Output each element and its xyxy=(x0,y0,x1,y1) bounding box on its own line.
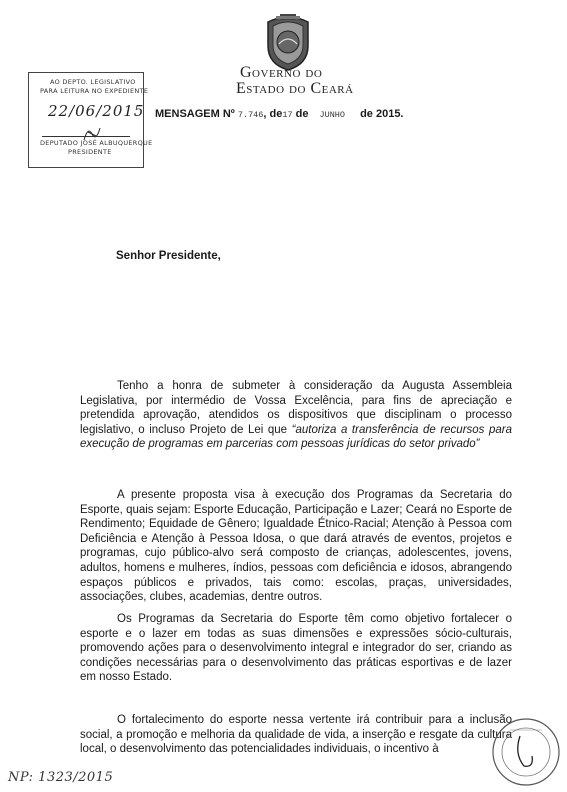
mensagem-label: MENSAGEM Nº xyxy=(155,108,235,120)
stamp-handwritten-date: 22/06/2015 xyxy=(48,102,145,120)
mensagem-line xyxy=(155,108,404,120)
stamp-line-1: AO DEPTO. LEGISLATIVO xyxy=(50,78,136,86)
government-header-line1: Governo do xyxy=(240,64,323,81)
mensagem-de-1: , de xyxy=(263,108,283,120)
mensagem-number: 7.746 xyxy=(237,110,264,120)
stamp-line-2: PARA LEITURA NO EXPEDIENTE xyxy=(40,87,149,95)
mensagem-de-2: de xyxy=(292,108,312,120)
paragraph-1 xyxy=(80,379,512,452)
salutation: Senhor Presidente, xyxy=(116,250,221,262)
paragraph-3 xyxy=(80,612,512,685)
paragraph-4-text: O fortalecimento do esporte nessa vertente irá contribuir para a inclusão social, a promoção e melhoria da qualidade de vida, a inserção e resgate da cultura local, o desenvolvimento das potencialidades individuais, o incentivo à xyxy=(80,714,512,756)
stamp-line-4: PRESIDENTE xyxy=(68,148,112,156)
paragraph-4 xyxy=(80,713,512,757)
stamp-line-3: DEPUTADO JOSÉ ALBUQUERQUE xyxy=(40,139,153,147)
paragraph-1-text: Tenho a honra de submeter à consideração da Augusta Assembleia Legislativa, por intermédio de Vossa Excelência, para fins de apreciação e pretendida aprovação, atendidos os dispositivos que disciplinam o processo legislativo, o incluso Projeto de Lei que xyxy=(80,380,512,436)
mensagem-year: de 2015. xyxy=(357,108,404,120)
state-coat-of-arms-icon xyxy=(262,12,314,72)
paragraph-2 xyxy=(80,488,512,605)
mensagem-day: 17 xyxy=(282,110,293,120)
handwritten-process-number: NP: 1323/2015 xyxy=(8,770,114,785)
paragraph-3-text: Os Programas da Secretaria do Esporte têm como objetivo fortalecer o esporte e o lazer em todas as suas dimensões e expressões sócio-culturais, promovendo ações para o desenvolvimento integral e integrador do ser, criando as condições necessárias para o desenvolvimento das práticas esportivas e de lazer em nosso Estado. xyxy=(80,613,512,684)
mensagem-month: JUNHO xyxy=(319,110,346,120)
procuradoria-stamp-icon xyxy=(480,706,562,788)
paragraph-1-quote: “autoriza a transferência de recursos para execução de programas em parcerias com pessoas jurídicas do setor privado” xyxy=(80,423,513,451)
government-header-line2: Estado do Ceará xyxy=(236,80,354,97)
legislative-reading-stamp xyxy=(28,72,153,168)
paragraph-2-text: A presente proposta visa à execução dos Programas da Secretaria do Esporte, quais sejam: Esporte Educação, Participação e Lazer; Ceará no Esporte de Rendimento; Equidade de Gênero; Igualdade Étnico-Racial; Atenção à Pessoa com Deficiência e Atenção à Pessoa Idosa, o que dará através de eventos, projetos e programas, cujo público-alvo será composto de crianças, adolescentes, jovens, adultos, homens e mulheres, índios, pessoas com deficiência e idosos, abrangendo espaços públicos e privados, tais como: escolas, praças, universidades, associações, clubes, academias, dentre outros. xyxy=(80,489,512,604)
